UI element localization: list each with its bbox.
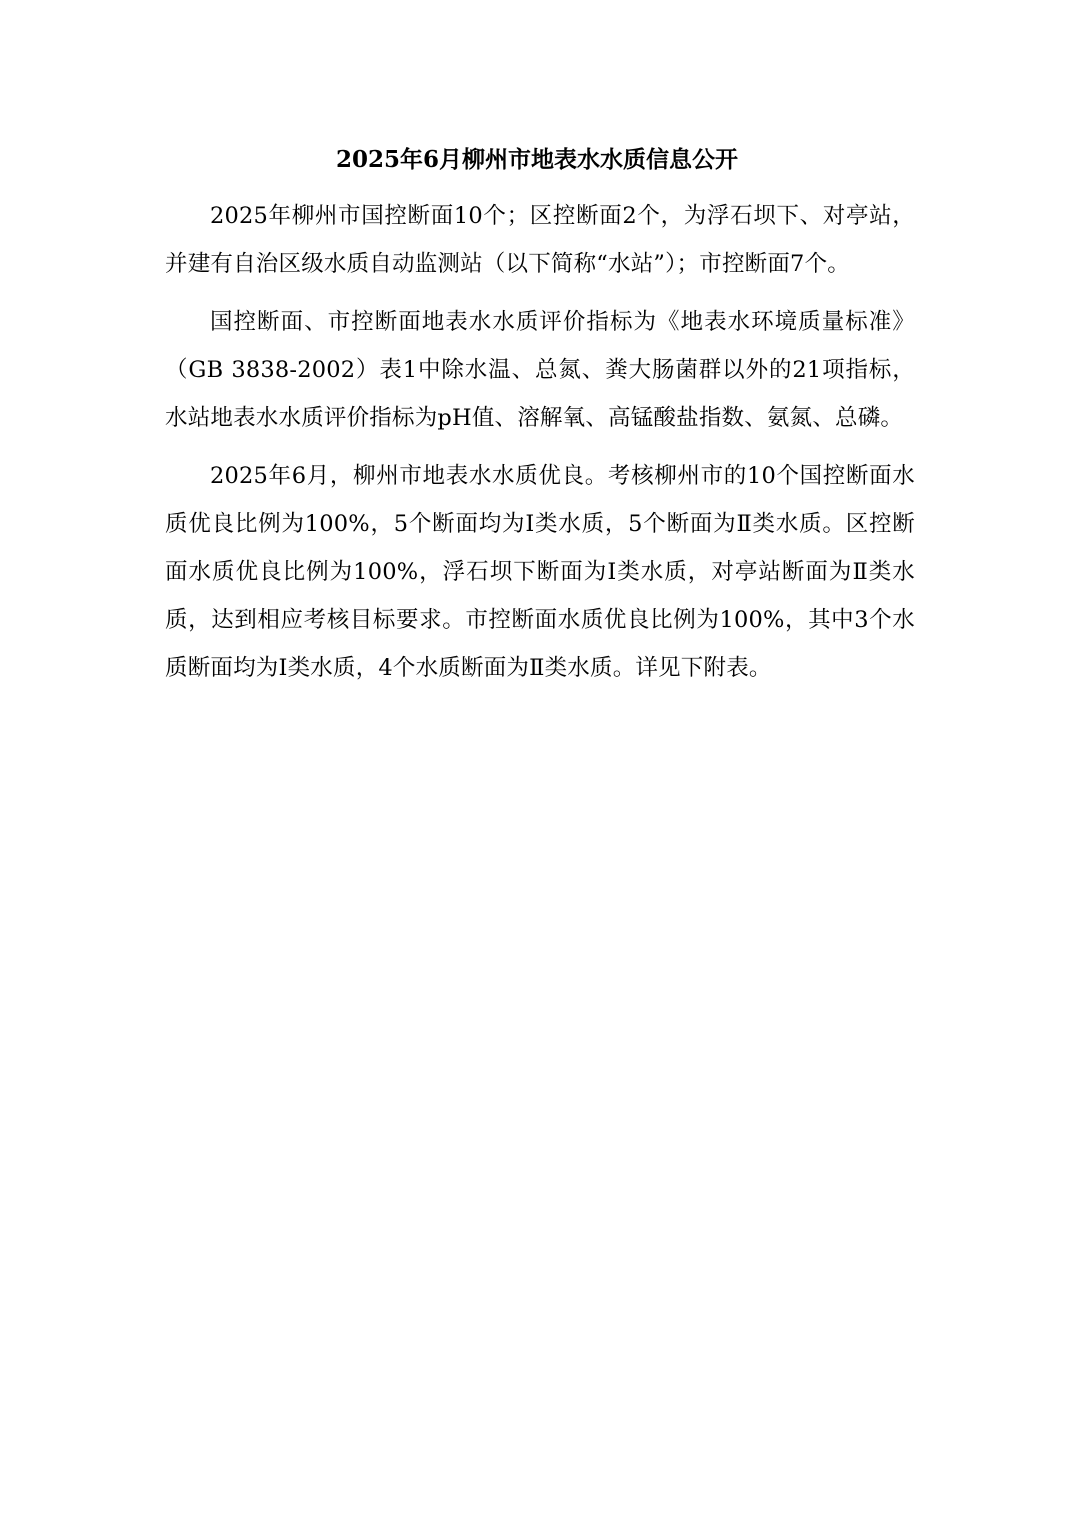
paragraph-june-results: 2025年6月，柳州市地表水水质优良。考核柳州市的10个国控断面水质优良比例为100%，5个断面均为Ⅰ类水质，5个断面为Ⅱ类水质。区控断面水质优良比例为100%，浮石坝下断面为Ⅰ类水质，对亭站断面为Ⅱ类水质，达到相应考核目标要求。市控断面水质优良比例为100%，其中3个水质断面均为Ⅰ类水质，4个水质断面为Ⅱ类水质。详见下附表。 [165, 463, 915, 681]
document-body [165, 192, 915, 702]
paragraph-evaluation-indicators: 国控断面、市控断面地表水水质评价指标为《地表水环境质量标准》（GB 3838-2002）表1中除水温、总氮、粪大肠菌群以外的21项指标，水站地表水水质评价指标为pH值、溶解氧、高锰酸盐指数、氨氮、总磷。 [165, 309, 915, 431]
paragraph-sections-overview: 2025年柳州市国控断面10个；区控断面2个，为浮石坝下、对亭站，并建有自治区级水质自动监测站（以下简称“水站”）；市控断面7个。 [165, 203, 915, 277]
document-title: 2025年6月柳州市地表水水质信息公开 [335, 146, 739, 173]
